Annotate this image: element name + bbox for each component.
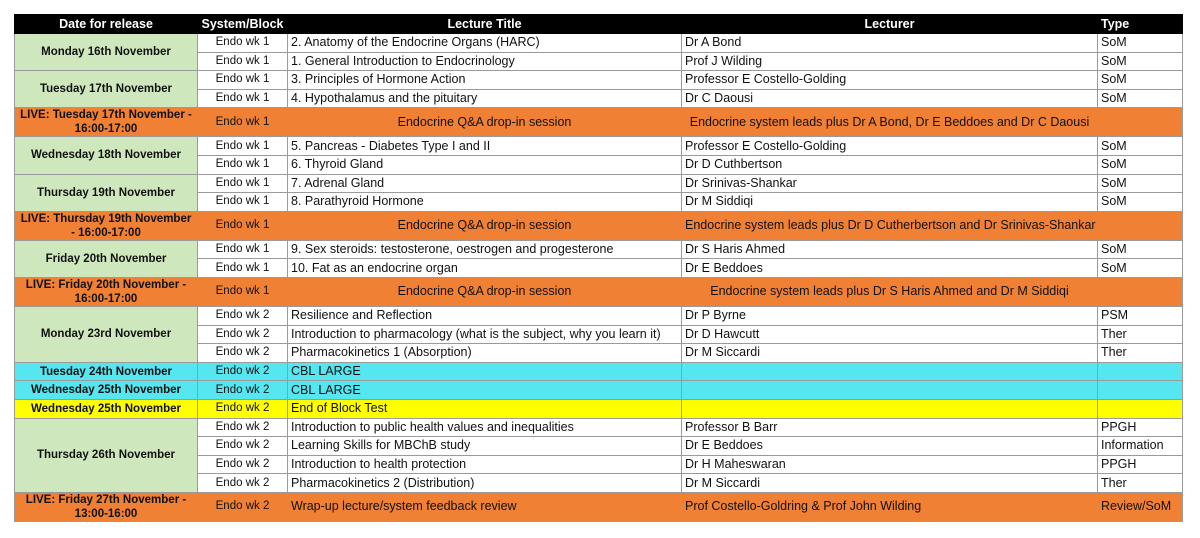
lecturer-cell: Dr M Siddiqi (682, 193, 1098, 212)
lecturer-cell: Dr A Bond (682, 34, 1098, 53)
type-cell (1098, 277, 1183, 306)
header-type: Type (1098, 15, 1183, 34)
system-block-cell: Endo wk 1 (198, 193, 288, 212)
header-date: Date for release (15, 15, 198, 34)
system-block-cell: Endo wk 2 (198, 455, 288, 474)
type-cell: SoM (1098, 240, 1183, 259)
type-cell: SoM (1098, 71, 1183, 90)
release-date-cell: Friday 20th November (15, 240, 198, 277)
lecture-title-cell: End of Block Test (288, 399, 682, 418)
type-cell: SoM (1098, 34, 1183, 53)
system-block-cell: Endo wk 2 (198, 344, 288, 363)
header-row (15, 15, 1183, 34)
lecture-title-cell: 6. Thyroid Gland (288, 155, 682, 174)
system-block-cell: Endo wk 1 (198, 89, 288, 108)
lecture-title-cell: Introduction to public health values and inequalities (288, 418, 682, 437)
table-row (15, 174, 1183, 193)
lecturer-cell: Prof Costello-Goldring & Prof John Wilding (682, 492, 1098, 521)
type-cell (1098, 362, 1183, 381)
system-block-cell: Endo wk 2 (198, 418, 288, 437)
lecture-title-cell: 3. Principles of Hormone Action (288, 71, 682, 90)
lecture-title-cell: Introduction to pharmacology (what is the subject, why you learn it) (288, 325, 682, 344)
system-block-cell: Endo wk 1 (198, 155, 288, 174)
release-date-cell: Wednesday 18th November (15, 137, 198, 174)
lecturer-cell: Endocrine system leads plus Dr A Bond, Dr E Beddoes and Dr C Daousi (682, 108, 1098, 137)
system-block-cell: Endo wk 1 (198, 108, 288, 137)
system-block-cell: Endo wk 1 (198, 277, 288, 306)
release-date-cell: Tuesday 17th November (15, 71, 198, 108)
schedule-table (14, 14, 1183, 522)
release-date-cell: LIVE: Thursday 19th November - 16:00-17:00 (15, 211, 198, 240)
lecturer-cell: Dr M Siccardi (682, 474, 1098, 493)
lecture-title-cell: Endocrine Q&A drop-in session (288, 277, 682, 306)
table-row (15, 34, 1183, 53)
system-block-cell: Endo wk 1 (198, 211, 288, 240)
type-cell: Ther (1098, 325, 1183, 344)
system-block-cell: Endo wk 1 (198, 174, 288, 193)
lecturer-cell: Dr S Haris Ahmed (682, 240, 1098, 259)
lecture-title-cell: CBL LARGE (288, 381, 682, 400)
lecture-title-cell: 7. Adrenal Gland (288, 174, 682, 193)
system-block-cell: Endo wk 1 (198, 259, 288, 278)
header-lecturer: Lecturer (682, 15, 1098, 34)
lecture-title-cell: Introduction to health protection (288, 455, 682, 474)
table-row (15, 71, 1183, 90)
type-cell (1098, 211, 1183, 240)
lecture-title-cell: Endocrine Q&A drop-in session (288, 211, 682, 240)
system-block-cell: Endo wk 2 (198, 399, 288, 418)
system-block-cell: Endo wk 2 (198, 437, 288, 456)
lecture-title-cell: 9. Sex steroids: testosterone, oestrogen and progesterone (288, 240, 682, 259)
lecture-title-cell: Learning Skills for MBChB study (288, 437, 682, 456)
system-block-cell: Endo wk 1 (198, 52, 288, 71)
type-cell: PPGH (1098, 418, 1183, 437)
type-cell: PSM (1098, 306, 1183, 325)
lecture-title-cell: 8. Parathyroid Hormone (288, 193, 682, 212)
table-row (15, 418, 1183, 437)
release-date-cell: LIVE: Friday 20th November - 16:00-17:00 (15, 277, 198, 306)
type-cell: SoM (1098, 52, 1183, 71)
lecturer-cell: Dr H Maheswaran (682, 455, 1098, 474)
table-row (15, 240, 1183, 259)
type-cell (1098, 108, 1183, 137)
lecture-title-cell: Wrap-up lecture/system feedback review (288, 492, 682, 521)
type-cell: SoM (1098, 174, 1183, 193)
release-date-cell: Tuesday 24th November (15, 362, 198, 381)
release-date-cell: Thursday 19th November (15, 174, 198, 211)
type-cell: Review/SoM (1098, 492, 1183, 521)
release-date-cell: Wednesday 25th November (15, 399, 198, 418)
table-row (15, 362, 1183, 381)
system-block-cell: Endo wk 1 (198, 71, 288, 90)
lecturer-cell (682, 399, 1098, 418)
release-date-cell: LIVE: Tuesday 17th November - 16:00-17:00 (15, 108, 198, 137)
lecturer-cell: Professor E Costello-Golding (682, 137, 1098, 156)
release-date-cell: Wednesday 25th November (15, 381, 198, 400)
header-system: System/Block (198, 15, 288, 34)
table-row (15, 306, 1183, 325)
lecturer-cell: Dr P Byrne (682, 306, 1098, 325)
table-row (15, 381, 1183, 400)
lecturer-cell: Dr E Beddoes (682, 259, 1098, 278)
type-cell: Ther (1098, 344, 1183, 363)
lecturer-cell: Dr Srinivas-Shankar (682, 174, 1098, 193)
release-date-cell: Monday 16th November (15, 34, 198, 71)
lecture-title-cell: 4. Hypothalamus and the pituitary (288, 89, 682, 108)
lecture-title-cell: 1. General Introduction to Endocrinology (288, 52, 682, 71)
lecturer-cell: Dr M Siccardi (682, 344, 1098, 363)
lecturer-cell: Professor E Costello-Golding (682, 71, 1098, 90)
system-block-cell: Endo wk 1 (198, 34, 288, 53)
type-cell (1098, 381, 1183, 400)
header-title: Lecture Title (288, 15, 682, 34)
lecturer-cell: Dr D Cuthbertson (682, 155, 1098, 174)
table-row (15, 137, 1183, 156)
lecturer-cell: Prof J Wilding (682, 52, 1098, 71)
system-block-cell: Endo wk 1 (198, 240, 288, 259)
system-block-cell: Endo wk 2 (198, 325, 288, 344)
table-row (15, 108, 1183, 137)
lecture-title-cell: Pharmacokinetics 2 (Distribution) (288, 474, 682, 493)
lecturer-cell (682, 362, 1098, 381)
type-cell: SoM (1098, 137, 1183, 156)
lecturer-cell: Dr C Daousi (682, 89, 1098, 108)
lecturer-cell: Endocrine system leads plus Dr D Cutherbertson and Dr Srinivas-Shankar (682, 211, 1098, 240)
table-row (15, 211, 1183, 240)
lecturer-cell: Dr E Beddoes (682, 437, 1098, 456)
lecture-title-cell: Endocrine Q&A drop-in session (288, 108, 682, 137)
type-cell: SoM (1098, 155, 1183, 174)
lecturer-cell (682, 381, 1098, 400)
release-date-cell: LIVE: Friday 27th November - 13:00-16:00 (15, 492, 198, 521)
release-date-cell: Thursday 26th November (15, 418, 198, 492)
system-block-cell: Endo wk 2 (198, 306, 288, 325)
type-cell: Ther (1098, 474, 1183, 493)
table-row (15, 492, 1183, 521)
type-cell: PPGH (1098, 455, 1183, 474)
table-row (15, 277, 1183, 306)
system-block-cell: Endo wk 2 (198, 362, 288, 381)
lecture-title-cell: 5. Pancreas - Diabetes Type I and II (288, 137, 682, 156)
lecturer-cell: Endocrine system leads plus Dr S Haris Ahmed and Dr M Siddiqi (682, 277, 1098, 306)
type-cell (1098, 399, 1183, 418)
system-block-cell: Endo wk 2 (198, 492, 288, 521)
lecturer-cell: Professor B Barr (682, 418, 1098, 437)
system-block-cell: Endo wk 1 (198, 137, 288, 156)
lecture-title-cell: 2. Anatomy of the Endocrine Organs (HARC) (288, 34, 682, 53)
system-block-cell: Endo wk 2 (198, 474, 288, 493)
type-cell: SoM (1098, 259, 1183, 278)
release-date-cell: Monday 23rd November (15, 306, 198, 362)
lecture-title-cell: Resilience and Reflection (288, 306, 682, 325)
type-cell: Information (1098, 437, 1183, 456)
lecture-title-cell: Pharmacokinetics 1 (Absorption) (288, 344, 682, 363)
system-block-cell: Endo wk 2 (198, 381, 288, 400)
schedule-body (15, 34, 1183, 522)
type-cell: SoM (1098, 193, 1183, 212)
type-cell: SoM (1098, 89, 1183, 108)
table-row (15, 399, 1183, 418)
lecturer-cell: Dr D Hawcutt (682, 325, 1098, 344)
lecture-title-cell: 10. Fat as an endocrine organ (288, 259, 682, 278)
lecture-title-cell: CBL LARGE (288, 362, 682, 381)
